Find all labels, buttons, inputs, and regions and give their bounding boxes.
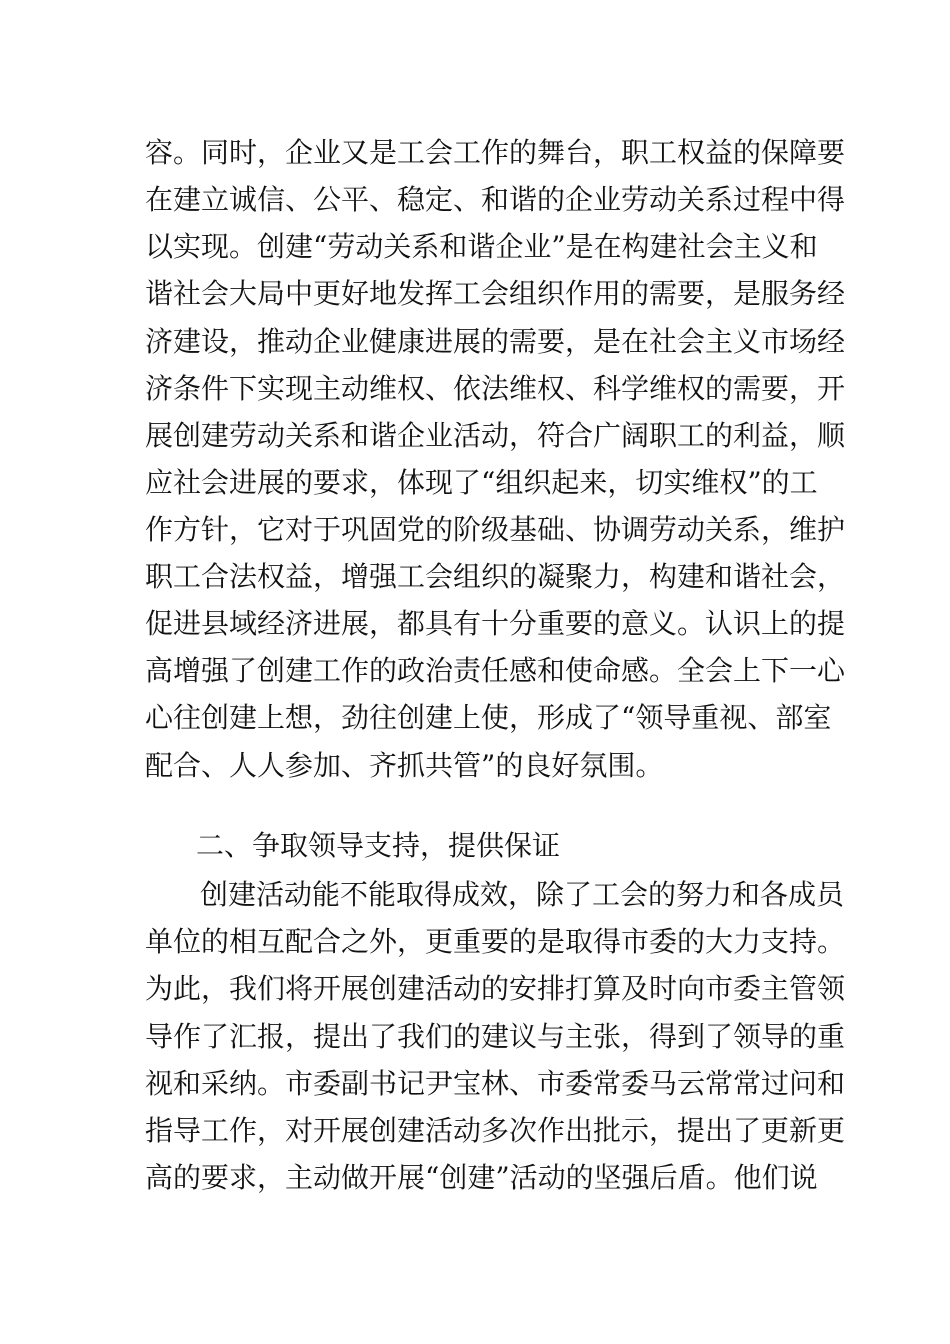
paragraph-line: 视和采纳。市委副书记尹宝林、市委常委马云常常过问和: [145, 1067, 846, 1100]
paragraph-line: 在建立诚信、公平、稳定、和谐的企业劳动关系过程中得: [145, 183, 846, 216]
paragraph-line: 心往创建上想，劲往创建上使，形成了“领导重视、部室: [145, 701, 832, 734]
section-heading: 二、争取领导支持，提供保证: [196, 829, 561, 862]
paragraph-line: 单位的相互配合之外，更重要的是取得市委的大力支持。: [145, 925, 846, 958]
paragraph-line: 促进县域经济进展，都具有十分重要的意义。认识上的提: [145, 607, 846, 640]
paragraph-line: 应社会进展的要求，体现了“组织起来，切实维权”的工: [145, 466, 818, 499]
paragraph-line: 指导工作，对开展创建活动多次作出批示，提出了更新更: [145, 1114, 846, 1147]
paragraph-line: 高的要求，主动做开展“创建”活动的坚强后盾。他们说: [145, 1161, 818, 1194]
paragraph-line: 以实现。创建“劳动关系和谐企业”是在构建社会主义和: [145, 230, 818, 263]
paragraph-line: 创建活动能不能取得成效，除了工会的努力和各成员: [200, 878, 845, 911]
paragraph-line: 配合、人人参加、齐抓共管”的良好氛围。: [145, 749, 664, 782]
paragraph-line: 容。同时，企业又是工会工作的舞台，职工权益的保障要: [145, 136, 846, 169]
paragraph-line: 为此，我们将开展创建活动的安排打算及时向市委主管领: [145, 972, 846, 1005]
paragraph-line: 作方针，它对于巩固党的阶级基础、协调劳动关系，维护: [145, 513, 846, 546]
paragraph-line: 展创建劳动关系和谐企业活动，符合广阔职工的利益，顺: [145, 419, 846, 452]
paragraph-line: 济建设，推动企业健康进展的需要，是在社会主义市场经: [145, 325, 846, 358]
paragraph-line: 济条件下实现主动维权、依法维权、科学维权的需要，开: [145, 372, 846, 405]
paragraph-line: 导作了汇报，提出了我们的建议与主张，得到了领导的重: [145, 1020, 846, 1053]
paragraph-line: 高增强了创建工作的政治责任感和使命感。全会上下一心: [145, 654, 846, 687]
paragraph-line: 谐社会大局中更好地发挥工会组织作用的需要，是服务经: [145, 277, 846, 310]
paragraph-line: 职工合法权益，增强工会组织的凝聚力，构建和谐社会，: [145, 560, 846, 593]
